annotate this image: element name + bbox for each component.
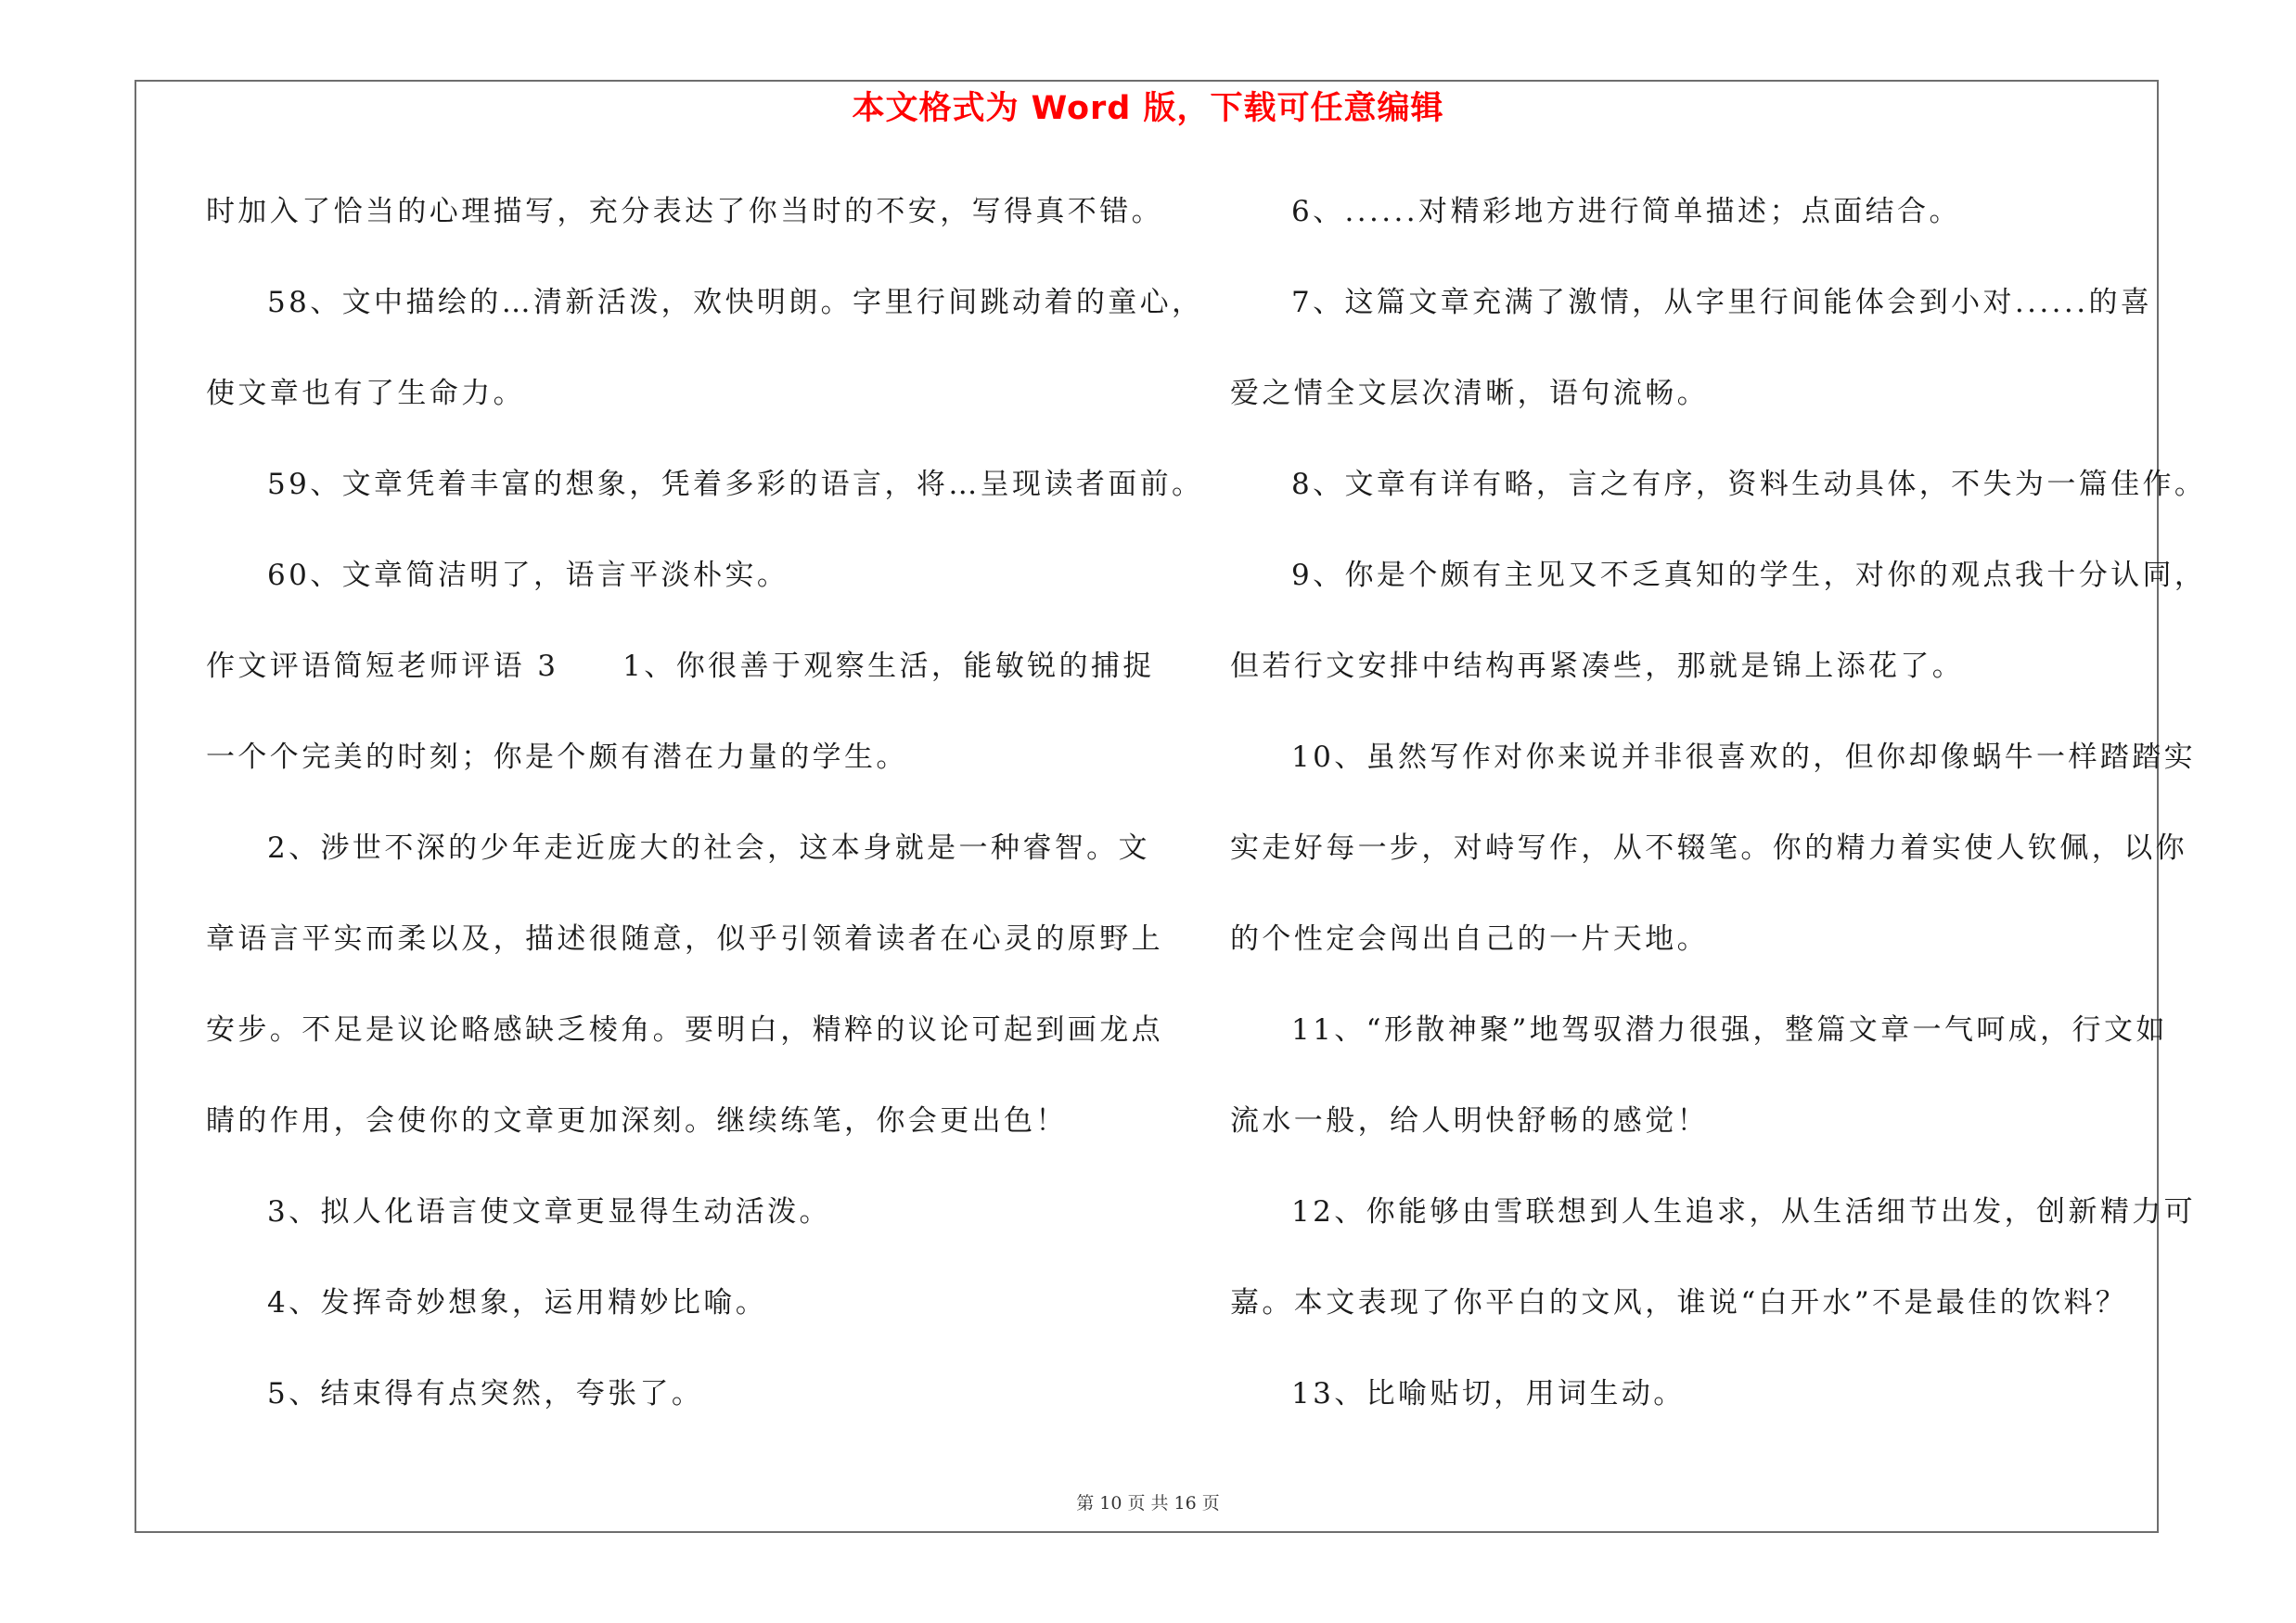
text-line: 2、涉世不深的少年走近庞大的社会，这本身就是一种睿智。文 — [267, 831, 1150, 865]
text-line: 6、......对精彩地方进行简单描述；点面结合。 — [1291, 195, 1961, 228]
text-line: 作文评语简短老师评语 3 1、你很善于观察生活，能敏锐的捕捉 — [206, 650, 1155, 683]
text-line: 睛的作用，会使你的文章更加深刻。继续练笔，你会更出色！ — [206, 1104, 1068, 1138]
text-line: 3、拟人化语言使文章更显得生动活泼。 — [267, 1195, 831, 1229]
text-line: 60、文章简洁明了，语言平淡朴实。 — [267, 559, 789, 592]
text-line: 4、发挥奇妙想象，运用精妙比喻。 — [267, 1286, 768, 1320]
text-line: 安步。不足是议论略感缺乏棱角。要明白，精粹的议论可起到画龙点 — [206, 1013, 1163, 1047]
text-line: 的个性定会闯出自己的一片天地。 — [1230, 922, 1709, 956]
text-line: 实走好每一步，对峙写作，从不辍笔。你的精力着实使人钦佩，以你 — [1230, 831, 2187, 865]
text-line: 爱之情全文层次清晰，语句流畅。 — [1230, 377, 1709, 410]
text-line: 流水一般，给人明快舒畅的感觉！ — [1230, 1104, 1709, 1138]
text-line: 一个个完美的时刻；你是个颇有潜在力量的学生。 — [206, 741, 908, 774]
text-line: 10、虽然写作对你来说并非很喜欢的，但你却像蜗牛一样踏踏实 — [1291, 741, 2197, 774]
text-line: 8、文章有详有略，言之有序，资料生动具体，不失为一篇佳作。 — [1291, 468, 2207, 501]
header-banner: 本文格式为 Word 版，下载可任意编辑 — [852, 90, 1444, 127]
text-line: 使文章也有了生命力。 — [206, 377, 525, 410]
text-line: 5、结束得有点突然，夸张了。 — [267, 1377, 704, 1410]
text-line: 嘉。本文表现了你平白的文风，谁说“白开水”不是最佳的饮料？ — [1230, 1286, 2128, 1320]
text-line: 章语言平实而柔以及，描述很随意，似乎引领着读者在心灵的原野上 — [206, 922, 1163, 956]
text-line: 59、文章凭着丰富的想象，凭着多彩的语言，将…呈现读者面前。 — [267, 468, 1204, 501]
text-line: 时加入了恰当的心理描写，充分表达了你当时的不安，写得真不错。 — [206, 195, 1163, 228]
text-line: 7、这篇文章充满了激情，从字里行间能体会到小对......的喜 — [1291, 286, 2153, 319]
text-line: 但若行文安排中结构再紧凑些，那就是锦上添花了。 — [1230, 650, 1965, 683]
text-line: 12、你能够由雪联想到人生追求，从生活细节出发，创新精力可 — [1291, 1195, 2197, 1229]
page-number: 第 10 页 共 16 页 — [1076, 1493, 1220, 1514]
text-line: 9、你是个颇有主见又不乏真知的学生，对你的观点我十分认同， — [1291, 559, 2207, 592]
text-line: 58、文中描绘的…清新活泼，欢快明朗。字里行间跳动着的童心， — [267, 286, 1204, 319]
text-line: 11、“形散神聚”地驾驭潜力很强，整篇文章一气呵成，行文如 — [1291, 1013, 2168, 1047]
text-line: 13、比喻贴切，用词生动。 — [1291, 1377, 1686, 1410]
